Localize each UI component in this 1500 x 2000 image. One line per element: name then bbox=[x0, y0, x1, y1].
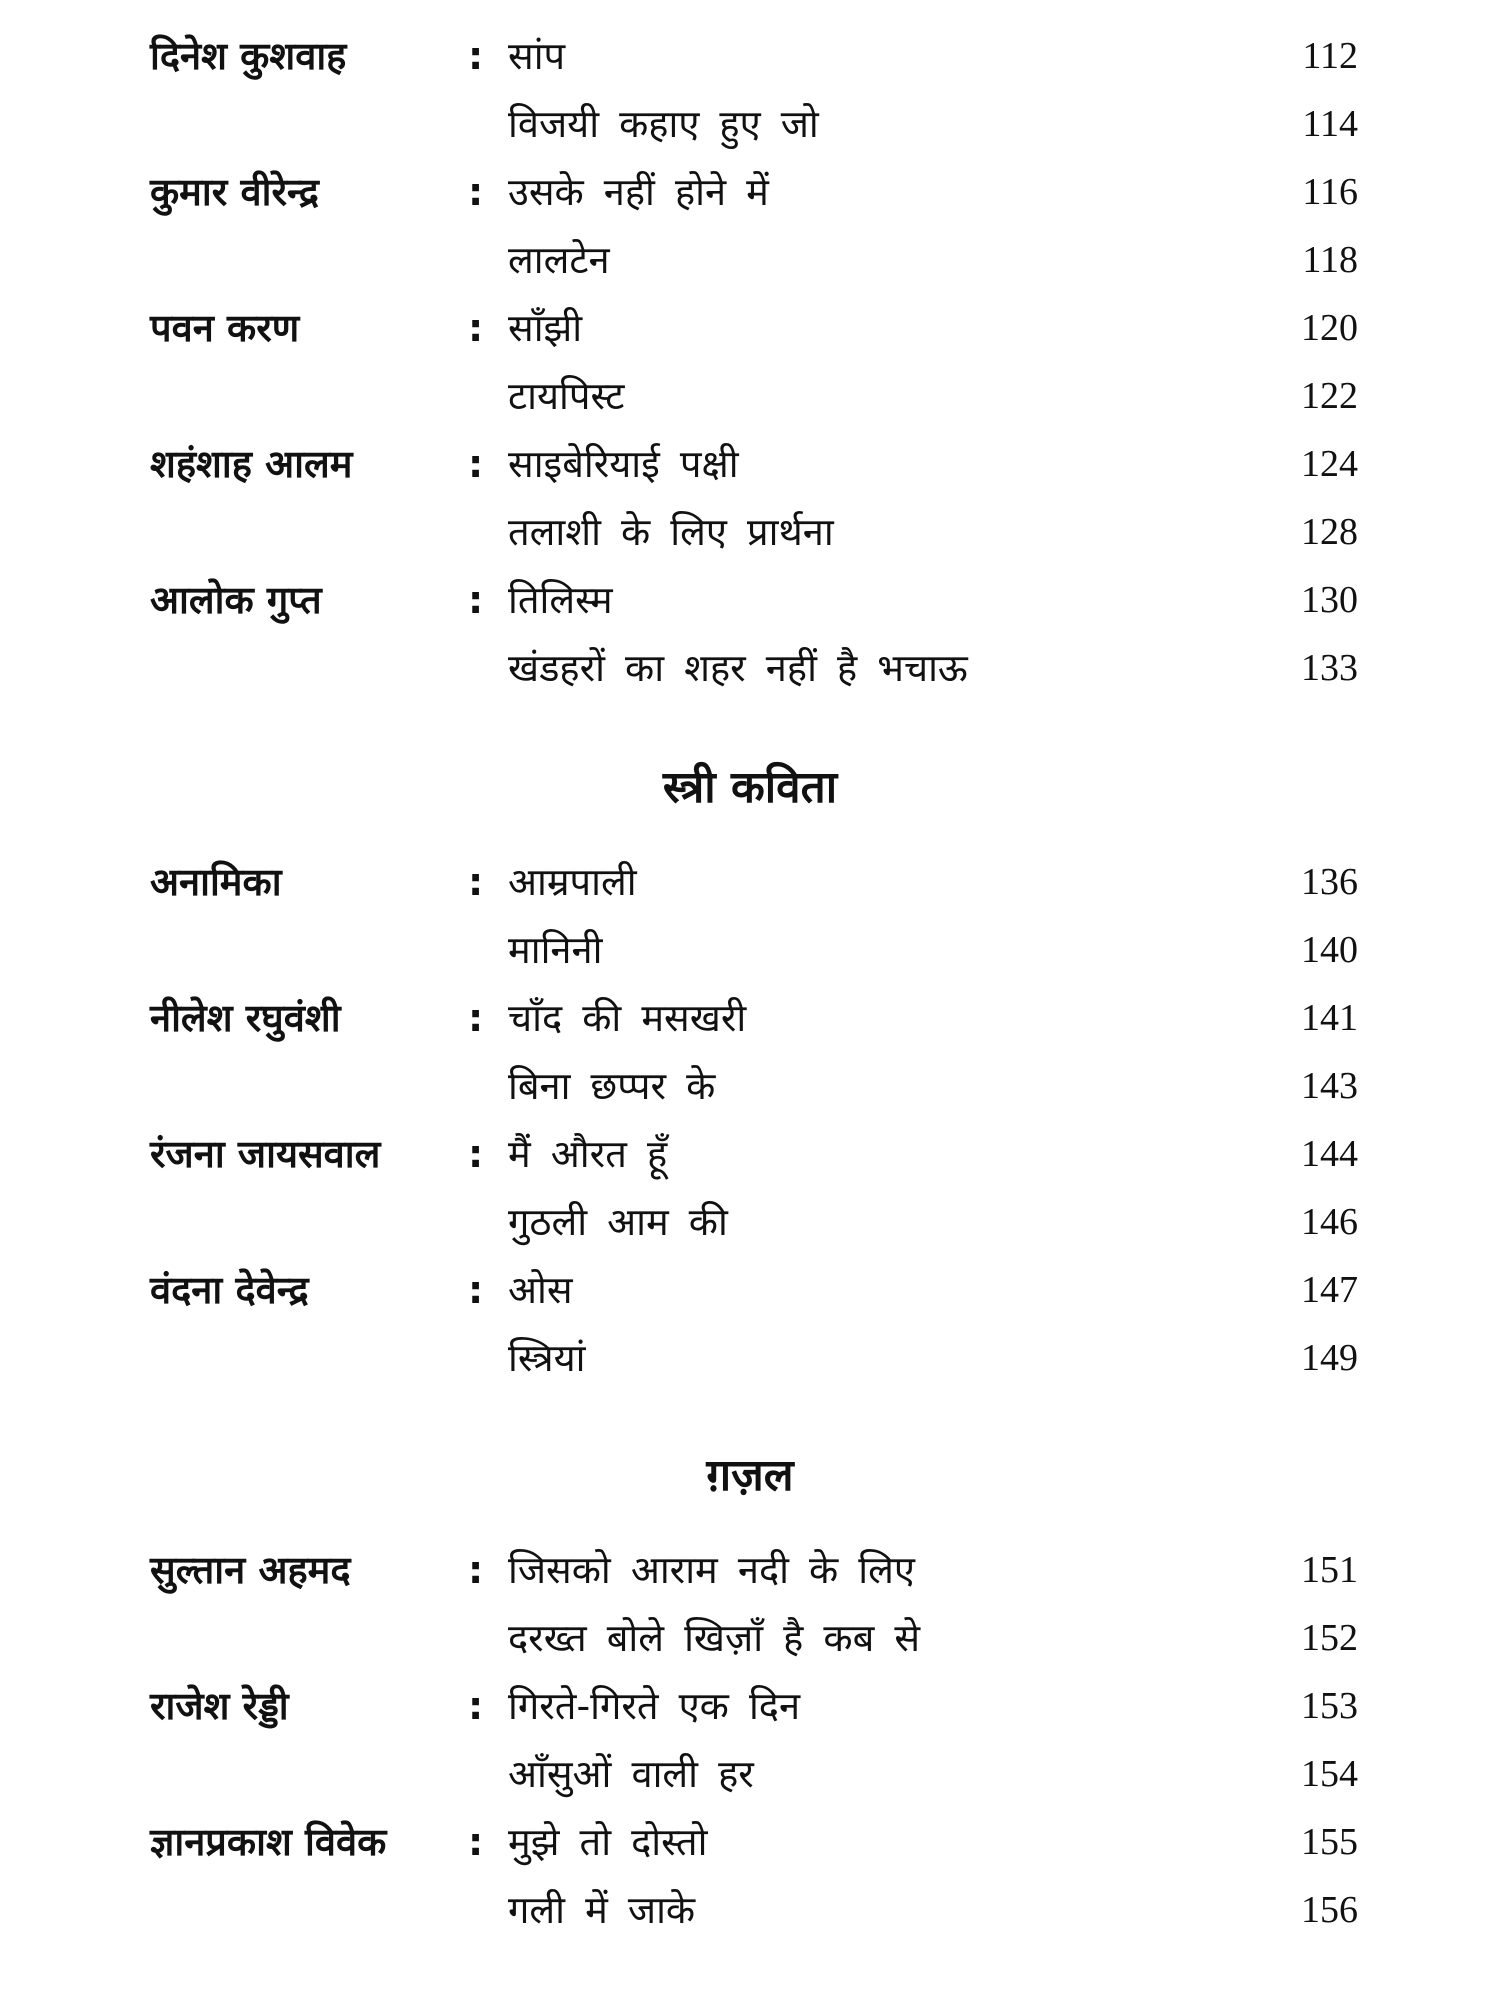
separator-colon: : bbox=[468, 1268, 484, 1312]
toc-row bbox=[0, 498, 1500, 566]
toc-row bbox=[0, 1188, 1500, 1256]
poem-title: विजयी कहाए हुए जो bbox=[508, 102, 819, 146]
poem-title: लालटेन bbox=[508, 238, 610, 282]
poem-title: गिरते-गिरते एक दिन bbox=[508, 1684, 801, 1728]
separator-colon: : bbox=[468, 578, 484, 622]
poem-title: दरख्त बोले खिज़ाँ है कब से bbox=[508, 1616, 921, 1660]
toc-row bbox=[0, 158, 1500, 226]
separator-colon: : bbox=[468, 170, 484, 214]
page-number: 147 bbox=[1301, 1269, 1358, 1311]
page-number: 141 bbox=[1301, 997, 1358, 1039]
poem-title: जिसको आराम नदी के लिए bbox=[508, 1548, 915, 1592]
page-number: 133 bbox=[1301, 647, 1358, 689]
toc-row bbox=[0, 1672, 1500, 1740]
author-name: कुमार वीरेन्द्र bbox=[150, 170, 319, 214]
page-number: 114 bbox=[1302, 103, 1358, 145]
author-name: रंजना जायसवाल bbox=[150, 1132, 381, 1176]
toc-row bbox=[0, 984, 1500, 1052]
page-number: 154 bbox=[1301, 1753, 1358, 1795]
page-number: 136 bbox=[1301, 861, 1358, 903]
poem-title: मुझे तो दोस्तो bbox=[508, 1820, 708, 1864]
section-heading: स्त्री कविता bbox=[662, 762, 838, 813]
toc-row bbox=[0, 566, 1500, 634]
author-name: सुल्तान अहमद bbox=[150, 1548, 351, 1592]
poem-title: ओस bbox=[508, 1268, 573, 1312]
poem-title: मैं औरत हूँ bbox=[508, 1132, 668, 1176]
toc-row bbox=[0, 1808, 1500, 1876]
toc-row bbox=[0, 634, 1500, 702]
poem-title: तिलिस्म bbox=[508, 578, 613, 622]
toc-row bbox=[0, 1052, 1500, 1120]
page-number: 140 bbox=[1301, 929, 1358, 971]
poem-title: स्त्रियां bbox=[508, 1336, 586, 1380]
poem-title: आम्रपाली bbox=[508, 860, 637, 904]
author-name: आलोक गुप्त bbox=[150, 578, 322, 622]
page-number: 156 bbox=[1301, 1889, 1358, 1931]
toc-row bbox=[0, 294, 1500, 362]
poem-title: सांप bbox=[508, 34, 566, 78]
page-number: 155 bbox=[1301, 1821, 1358, 1863]
author-name: दिनेश कुशवाह bbox=[150, 34, 347, 78]
page-number: 130 bbox=[1301, 579, 1358, 621]
page-number: 144 bbox=[1301, 1133, 1358, 1175]
toc-row bbox=[0, 22, 1500, 90]
toc-row bbox=[0, 1740, 1500, 1808]
page-number: 128 bbox=[1301, 511, 1358, 553]
page-number: 149 bbox=[1301, 1337, 1358, 1379]
page-number: 152 bbox=[1301, 1617, 1358, 1659]
separator-colon: : bbox=[468, 1132, 484, 1176]
poem-title: साँझी bbox=[508, 306, 583, 350]
page-number: 146 bbox=[1301, 1201, 1358, 1243]
poem-title: खंडहरों का शहर नहीं है भचाऊ bbox=[508, 646, 968, 690]
toc-row bbox=[0, 226, 1500, 294]
section-heading: ग़ज़ल bbox=[706, 1450, 794, 1501]
poem-title: मानिनी bbox=[508, 928, 603, 972]
page-number: 124 bbox=[1301, 443, 1358, 485]
poem-title: गली में जाके bbox=[508, 1888, 696, 1932]
separator-colon: : bbox=[468, 996, 484, 1040]
toc-row bbox=[0, 1604, 1500, 1672]
toc-row bbox=[0, 362, 1500, 430]
poem-title: आँसुओं वाली हर bbox=[508, 1752, 754, 1796]
page-number: 151 bbox=[1301, 1549, 1358, 1591]
poem-title: तलाशी के लिए प्रार्थना bbox=[508, 510, 834, 554]
separator-colon: : bbox=[468, 1820, 484, 1864]
author-name: अनामिका bbox=[150, 860, 282, 904]
toc-row bbox=[0, 916, 1500, 984]
page-number: 122 bbox=[1301, 375, 1358, 417]
separator-colon: : bbox=[468, 860, 484, 904]
poem-title: टायपिस्ट bbox=[508, 374, 625, 418]
author-name: ज्ञानप्रकाश विवेक bbox=[150, 1820, 387, 1864]
author-name: शहंशाह आलम bbox=[150, 442, 353, 486]
poem-title: चाँद की मसखरी bbox=[508, 996, 747, 1040]
toc-row bbox=[0, 1536, 1500, 1604]
separator-colon: : bbox=[468, 442, 484, 486]
page-number: 120 bbox=[1301, 307, 1358, 349]
poem-title: गुठली आम की bbox=[508, 1200, 728, 1244]
poem-title: साइबेरियाई पक्षी bbox=[508, 442, 739, 486]
page-number: 143 bbox=[1301, 1065, 1358, 1107]
author-name: पवन करण bbox=[150, 306, 300, 350]
toc-row bbox=[0, 848, 1500, 916]
page-number: 118 bbox=[1302, 239, 1358, 281]
author-name: वंदना देवेन्द्र bbox=[150, 1268, 309, 1312]
toc-row bbox=[0, 1876, 1500, 1944]
page-number: 116 bbox=[1302, 171, 1358, 213]
toc-row bbox=[0, 90, 1500, 158]
separator-colon: : bbox=[468, 1548, 484, 1592]
poem-title: उसके नहीं होने में bbox=[508, 170, 769, 214]
poem-title: बिना छप्पर के bbox=[508, 1064, 716, 1108]
separator-colon: : bbox=[468, 1684, 484, 1728]
toc-row bbox=[0, 430, 1500, 498]
page-number: 112 bbox=[1302, 35, 1358, 77]
page-number: 153 bbox=[1301, 1685, 1358, 1727]
toc-row bbox=[0, 1324, 1500, 1392]
toc-row bbox=[0, 1256, 1500, 1324]
separator-colon: : bbox=[468, 34, 484, 78]
toc-row bbox=[0, 1120, 1500, 1188]
author-name: नीलेश रघुवंशी bbox=[150, 996, 341, 1040]
author-name: राजेश रेड्डी bbox=[150, 1684, 289, 1728]
separator-colon: : bbox=[468, 306, 484, 350]
